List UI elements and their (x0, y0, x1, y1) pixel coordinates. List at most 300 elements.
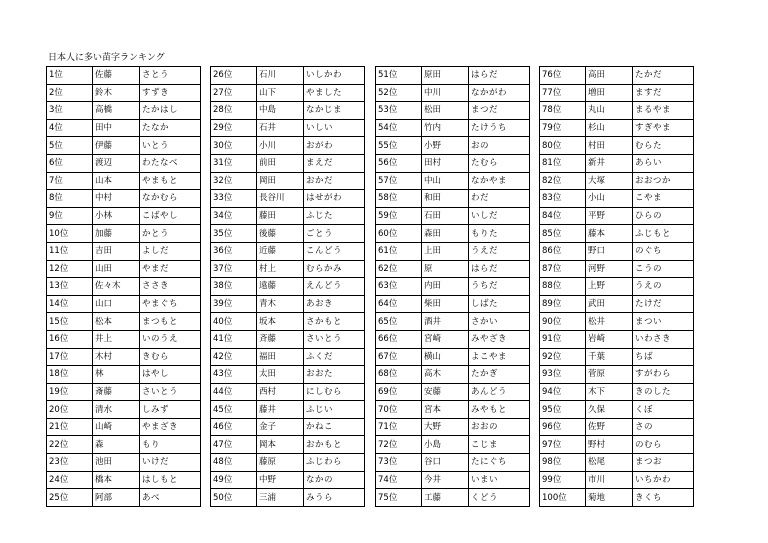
rank-cell: 15位 (47, 313, 93, 331)
table-row (376, 190, 530, 208)
table-row (211, 436, 365, 454)
surname-reading-cell: まえだ (304, 154, 365, 172)
surname-reading-cell: よこやま (469, 348, 530, 366)
table-row (376, 102, 530, 120)
surname-reading-cell: いわさき (633, 330, 694, 348)
table-row (211, 418, 365, 436)
surname-reading-cell: いとう (140, 137, 201, 155)
surname-reading-cell: なかやま (469, 172, 530, 190)
surname-reading-cell: のぐち (633, 242, 694, 260)
table-row (211, 207, 365, 225)
table-row (540, 172, 694, 190)
table-row (211, 225, 365, 243)
rank-cell: 4位 (47, 119, 93, 137)
table-row (47, 401, 201, 419)
table-row (211, 278, 365, 296)
table-row (376, 154, 530, 172)
surname-reading-cell: かとう (140, 225, 201, 243)
surname-kanji-cell: 中川 (422, 84, 469, 102)
rank-cell: 56位 (376, 154, 422, 172)
surname-kanji-cell: 斉藤 (257, 330, 304, 348)
rank-cell: 45位 (211, 401, 257, 419)
rank-cell: 88位 (540, 278, 586, 296)
ranking-table-2 (210, 66, 365, 507)
surname-reading-cell: やまだ (140, 260, 201, 278)
table-row (47, 313, 201, 331)
surname-reading-cell: こんどう (304, 242, 365, 260)
surname-reading-cell: はらだ (469, 67, 530, 85)
surname-kanji-cell: 松本 (93, 313, 140, 331)
rank-cell: 34位 (211, 207, 257, 225)
surname-reading-cell: いのうえ (140, 330, 201, 348)
surname-reading-cell: たにぐち (469, 454, 530, 472)
table-row (376, 436, 530, 454)
surname-kanji-cell: 中山 (422, 172, 469, 190)
surname-kanji-cell: 遠藤 (257, 278, 304, 296)
rank-cell: 74位 (376, 471, 422, 489)
rank-cell: 95位 (540, 401, 586, 419)
table-row (376, 260, 530, 278)
rank-cell: 82位 (540, 172, 586, 190)
surname-reading-cell: おかもと (304, 436, 365, 454)
surname-kanji-cell: 佐々木 (93, 278, 140, 296)
table-row (376, 330, 530, 348)
surname-kanji-cell: 菅原 (586, 366, 633, 384)
rank-cell: 62位 (376, 260, 422, 278)
table-row (47, 67, 201, 85)
table-row (211, 102, 365, 120)
surname-kanji-cell: 原田 (422, 67, 469, 85)
surname-kanji-cell: 山崎 (93, 418, 140, 436)
surname-reading-cell: おおた (304, 366, 365, 384)
rank-cell: 65位 (376, 313, 422, 331)
rank-cell: 21位 (47, 418, 93, 436)
surname-reading-cell: みやざき (469, 330, 530, 348)
table-row (211, 330, 365, 348)
rank-cell: 31位 (211, 154, 257, 172)
table-row (47, 454, 201, 472)
surname-reading-cell: やました (304, 84, 365, 102)
table-row (211, 84, 365, 102)
surname-kanji-cell: 内田 (422, 278, 469, 296)
surname-reading-cell: すがわら (633, 366, 694, 384)
surname-reading-cell: わたなべ (140, 154, 201, 172)
surname-kanji-cell: 中野 (257, 471, 304, 489)
rank-cell: 59位 (376, 207, 422, 225)
table-row (540, 330, 694, 348)
table-row (376, 471, 530, 489)
surname-reading-cell: いしかわ (304, 67, 365, 85)
surname-reading-cell: ますだ (633, 84, 694, 102)
rank-cell: 26位 (211, 67, 257, 85)
table-row (47, 383, 201, 401)
surname-kanji-cell: 菊地 (586, 489, 633, 507)
rank-cell: 80位 (540, 137, 586, 155)
surname-reading-cell: いまい (469, 471, 530, 489)
table-row (211, 295, 365, 313)
surname-kanji-cell: 野村 (586, 436, 633, 454)
surname-kanji-cell: 木下 (586, 383, 633, 401)
surname-kanji-cell: 小山 (586, 190, 633, 208)
surname-kanji-cell: 加藤 (93, 225, 140, 243)
table-row (540, 260, 694, 278)
surname-kanji-cell: 吉田 (93, 242, 140, 260)
surname-kanji-cell: 前田 (257, 154, 304, 172)
table-row (47, 348, 201, 366)
table-row (47, 330, 201, 348)
rank-cell: 57位 (376, 172, 422, 190)
surname-kanji-cell: 久保 (586, 401, 633, 419)
rank-cell: 38位 (211, 278, 257, 296)
surname-reading-cell: むらた (633, 137, 694, 155)
table-row (376, 242, 530, 260)
surname-kanji-cell: 安藤 (422, 383, 469, 401)
surname-kanji-cell: 太田 (257, 366, 304, 384)
surname-kanji-cell: 佐藤 (93, 67, 140, 85)
table-row (540, 84, 694, 102)
ranking-table-3 (375, 66, 530, 507)
rank-cell: 33位 (211, 190, 257, 208)
surname-kanji-cell: 近藤 (257, 242, 304, 260)
surname-reading-cell: やまざき (140, 418, 201, 436)
table-row (211, 172, 365, 190)
rank-cell: 16位 (47, 330, 93, 348)
surname-kanji-cell: 鈴木 (93, 84, 140, 102)
rank-cell: 50位 (211, 489, 257, 507)
table-row (211, 471, 365, 489)
surname-reading-cell: たけだ (633, 295, 694, 313)
rank-cell: 98位 (540, 454, 586, 472)
table-row (376, 313, 530, 331)
surname-kanji-cell: 藤原 (257, 454, 304, 472)
surname-reading-cell: さかもと (304, 313, 365, 331)
rank-cell: 53位 (376, 102, 422, 120)
rank-cell: 63位 (376, 278, 422, 296)
surname-reading-cell: しみず (140, 401, 201, 419)
surname-kanji-cell: 千葉 (586, 348, 633, 366)
surname-kanji-cell: 小野 (422, 137, 469, 155)
surname-reading-cell: まつもと (140, 313, 201, 331)
surname-reading-cell: ごとう (304, 225, 365, 243)
table-row (376, 119, 530, 137)
surname-reading-cell: たけうち (469, 119, 530, 137)
surname-reading-cell: あらい (633, 154, 694, 172)
surname-kanji-cell: 福田 (257, 348, 304, 366)
surname-kanji-cell: 山本 (93, 172, 140, 190)
surname-reading-cell: ひらの (633, 207, 694, 225)
rank-cell: 2位 (47, 84, 93, 102)
surname-kanji-cell: 小島 (422, 436, 469, 454)
table-row (540, 278, 694, 296)
table-row (376, 278, 530, 296)
surname-kanji-cell: 野口 (586, 242, 633, 260)
surname-kanji-cell: 長谷川 (257, 190, 304, 208)
table-row (376, 366, 530, 384)
table-row (376, 84, 530, 102)
table-row (211, 242, 365, 260)
surname-reading-cell: ちば (633, 348, 694, 366)
rank-cell: 18位 (47, 366, 93, 384)
surname-kanji-cell: 木村 (93, 348, 140, 366)
surname-reading-cell: にしむら (304, 383, 365, 401)
rank-cell: 64位 (376, 295, 422, 313)
rank-cell: 7位 (47, 172, 93, 190)
rank-cell: 36位 (211, 242, 257, 260)
rank-cell: 75位 (376, 489, 422, 507)
table-row (540, 489, 694, 507)
table-row (540, 190, 694, 208)
rank-cell: 55位 (376, 137, 422, 155)
surname-kanji-cell: 松尾 (586, 454, 633, 472)
rank-cell: 68位 (376, 366, 422, 384)
rank-cell: 42位 (211, 348, 257, 366)
surname-reading-cell: えんどう (304, 278, 365, 296)
surname-reading-cell: おがわ (304, 137, 365, 155)
table-row (540, 436, 694, 454)
table-row (47, 225, 201, 243)
rank-cell: 25位 (47, 489, 93, 507)
rank-cell: 10位 (47, 225, 93, 243)
surname-kanji-cell: 丸山 (586, 102, 633, 120)
surname-kanji-cell: 坂本 (257, 313, 304, 331)
surname-kanji-cell: 上野 (586, 278, 633, 296)
rank-cell: 91位 (540, 330, 586, 348)
surname-kanji-cell: 工藤 (422, 489, 469, 507)
ranking-table-4 (539, 66, 694, 507)
rank-cell: 60位 (376, 225, 422, 243)
rank-cell: 87位 (540, 260, 586, 278)
table-row (540, 67, 694, 85)
table-row (540, 119, 694, 137)
table-row (47, 295, 201, 313)
table-row (211, 313, 365, 331)
surname-kanji-cell: 谷口 (422, 454, 469, 472)
surname-reading-cell: いしだ (469, 207, 530, 225)
rank-cell: 28位 (211, 102, 257, 120)
table-row (540, 295, 694, 313)
surname-kanji-cell: 田村 (422, 154, 469, 172)
rank-cell: 85位 (540, 225, 586, 243)
rank-cell: 20位 (47, 401, 93, 419)
table-row (211, 366, 365, 384)
table-row (540, 418, 694, 436)
rank-cell: 3位 (47, 102, 93, 120)
surname-reading-cell: まつい (633, 313, 694, 331)
surname-kanji-cell: 武田 (586, 295, 633, 313)
table-row (540, 242, 694, 260)
rank-cell: 97位 (540, 436, 586, 454)
surname-reading-cell: まつだ (469, 102, 530, 120)
surname-reading-cell: こじま (469, 436, 530, 454)
table-row (540, 366, 694, 384)
rank-cell: 48位 (211, 454, 257, 472)
table-row (376, 225, 530, 243)
surname-reading-cell: こばやし (140, 207, 201, 225)
table-row (47, 102, 201, 120)
rank-cell: 35位 (211, 225, 257, 243)
surname-kanji-cell: 青木 (257, 295, 304, 313)
surname-kanji-cell: 山下 (257, 84, 304, 102)
surname-kanji-cell: 宮崎 (422, 330, 469, 348)
surname-reading-cell: あんどう (469, 383, 530, 401)
surname-kanji-cell: 渡辺 (93, 154, 140, 172)
rank-cell: 13位 (47, 278, 93, 296)
rank-cell: 19位 (47, 383, 93, 401)
surname-reading-cell: まつお (633, 454, 694, 472)
table-row (540, 154, 694, 172)
table-row (211, 454, 365, 472)
table-row (376, 207, 530, 225)
surname-kanji-cell: 松井 (586, 313, 633, 331)
surname-kanji-cell: 村田 (586, 137, 633, 155)
surname-kanji-cell: 小林 (93, 207, 140, 225)
surname-reading-cell: ふじわら (304, 454, 365, 472)
surname-reading-cell: ふじい (304, 401, 365, 419)
rank-cell: 58位 (376, 190, 422, 208)
rank-cell: 67位 (376, 348, 422, 366)
rank-cell: 30位 (211, 137, 257, 155)
surname-kanji-cell: 伊藤 (93, 137, 140, 155)
rank-cell: 24位 (47, 471, 93, 489)
surname-reading-cell: たかだ (633, 67, 694, 85)
surname-kanji-cell: 市川 (586, 471, 633, 489)
table-row (376, 137, 530, 155)
surname-reading-cell: きむら (140, 348, 201, 366)
table-row (47, 471, 201, 489)
surname-kanji-cell: 岩崎 (586, 330, 633, 348)
table-row (376, 67, 530, 85)
surname-reading-cell: もりた (469, 225, 530, 243)
surname-kanji-cell: 松田 (422, 102, 469, 120)
table-row (211, 401, 365, 419)
table-row (211, 154, 365, 172)
rank-cell: 5位 (47, 137, 93, 155)
rank-cell: 76位 (540, 67, 586, 85)
surname-reading-cell: ふじた (304, 207, 365, 225)
rank-cell: 78位 (540, 102, 586, 120)
table-row (211, 489, 365, 507)
surname-reading-cell: さとう (140, 67, 201, 85)
surname-reading-cell: おかだ (304, 172, 365, 190)
table-row (47, 119, 201, 137)
surname-kanji-cell: 上田 (422, 242, 469, 260)
table-row (47, 366, 201, 384)
rank-cell: 27位 (211, 84, 257, 102)
rank-cell: 79位 (540, 119, 586, 137)
surname-reading-cell: きのした (633, 383, 694, 401)
rank-cell: 86位 (540, 242, 586, 260)
surname-reading-cell: いけだ (140, 454, 201, 472)
surname-kanji-cell: 井上 (93, 330, 140, 348)
table-row (47, 278, 201, 296)
rank-cell: 49位 (211, 471, 257, 489)
surname-reading-cell: やまもと (140, 172, 201, 190)
surname-kanji-cell: 山口 (93, 295, 140, 313)
surname-reading-cell: かねこ (304, 418, 365, 436)
surname-reading-cell: なかの (304, 471, 365, 489)
table-row (47, 84, 201, 102)
rank-cell: 17位 (47, 348, 93, 366)
surname-kanji-cell: 橋本 (93, 471, 140, 489)
surname-kanji-cell: 石田 (422, 207, 469, 225)
table-row (47, 260, 201, 278)
surname-reading-cell: みうら (304, 489, 365, 507)
rank-cell: 94位 (540, 383, 586, 401)
surname-reading-cell: うちだ (469, 278, 530, 296)
surname-kanji-cell: 和田 (422, 190, 469, 208)
surname-kanji-cell: 山田 (93, 260, 140, 278)
surname-reading-cell: よしだ (140, 242, 201, 260)
surname-kanji-cell: 杉山 (586, 119, 633, 137)
table-row (540, 401, 694, 419)
surname-reading-cell: ささき (140, 278, 201, 296)
surname-reading-cell: こうの (633, 260, 694, 278)
surname-reading-cell: こやま (633, 190, 694, 208)
surname-kanji-cell: 新井 (586, 154, 633, 172)
rank-cell: 41位 (211, 330, 257, 348)
table-row (47, 154, 201, 172)
surname-kanji-cell: 阿部 (93, 489, 140, 507)
surname-kanji-cell: 石川 (257, 67, 304, 85)
surname-kanji-cell: 岡田 (257, 172, 304, 190)
rank-cell: 61位 (376, 242, 422, 260)
rank-cell: 100位 (540, 489, 586, 507)
surname-kanji-cell: 清水 (93, 401, 140, 419)
surname-kanji-cell: 佐野 (586, 418, 633, 436)
table-row (376, 383, 530, 401)
rank-cell: 37位 (211, 260, 257, 278)
table-row (47, 172, 201, 190)
rank-cell: 47位 (211, 436, 257, 454)
surname-reading-cell: はらだ (469, 260, 530, 278)
surname-kanji-cell: 藤井 (257, 401, 304, 419)
table-row (47, 489, 201, 507)
surname-kanji-cell: 石井 (257, 119, 304, 137)
surname-reading-cell: さいとう (304, 330, 365, 348)
table-row (540, 207, 694, 225)
table-row (376, 348, 530, 366)
rank-cell: 90位 (540, 313, 586, 331)
surname-reading-cell: なかじま (304, 102, 365, 120)
surname-kanji-cell: 平野 (586, 207, 633, 225)
surname-reading-cell: すぎやま (633, 119, 694, 137)
surname-reading-cell: はやし (140, 366, 201, 384)
surname-reading-cell: ふじもと (633, 225, 694, 243)
rank-cell: 92位 (540, 348, 586, 366)
table-row (376, 454, 530, 472)
surname-reading-cell: きくち (633, 489, 694, 507)
rank-cell: 40位 (211, 313, 257, 331)
table-row (376, 418, 530, 436)
table-row (47, 436, 201, 454)
surname-kanji-cell: 後藤 (257, 225, 304, 243)
surname-kanji-cell: 村上 (257, 260, 304, 278)
rank-cell: 12位 (47, 260, 93, 278)
table-row (540, 313, 694, 331)
rank-cell: 14位 (47, 295, 93, 313)
rank-cell: 22位 (47, 436, 93, 454)
rank-cell: 99位 (540, 471, 586, 489)
rank-cell: 84位 (540, 207, 586, 225)
surname-reading-cell: あべ (140, 489, 201, 507)
surname-reading-cell: たかぎ (469, 366, 530, 384)
surname-kanji-cell: 宮本 (422, 401, 469, 419)
rank-cell: 44位 (211, 383, 257, 401)
table-row (376, 401, 530, 419)
surname-kanji-cell: 河野 (586, 260, 633, 278)
surname-reading-cell: なかがわ (469, 84, 530, 102)
surname-reading-cell: ふくだ (304, 348, 365, 366)
